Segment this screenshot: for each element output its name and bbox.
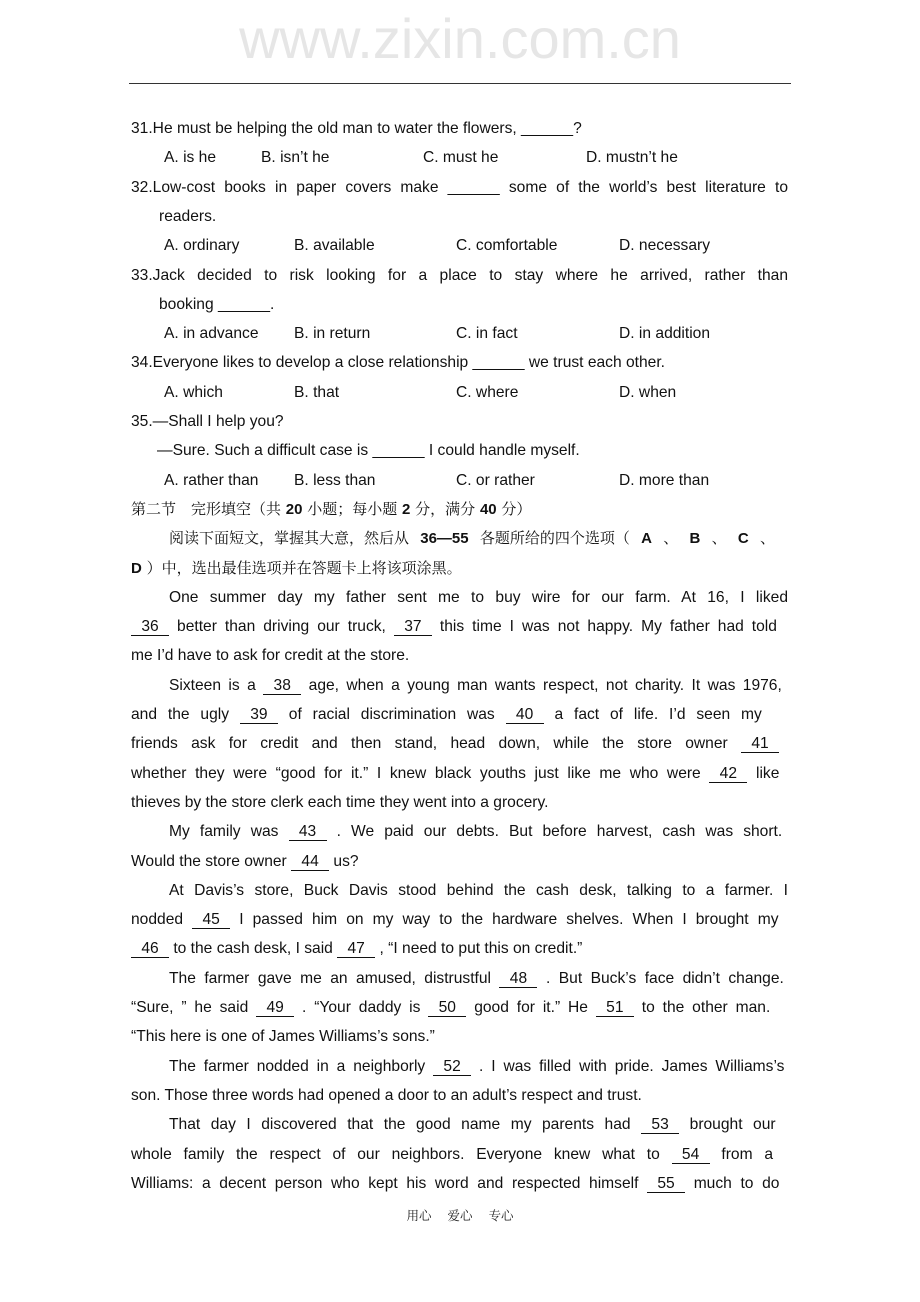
text-segment: whole family the respect of our neighbors. Everyone knew what to bbox=[131, 1145, 672, 1163]
blank-42: 42 bbox=[709, 765, 747, 783]
text-segment: 小题；每小题 bbox=[307, 499, 403, 518]
text-segment: much to do bbox=[693, 1174, 780, 1192]
header-rule bbox=[129, 83, 791, 84]
blank-50: 50 bbox=[428, 999, 466, 1017]
text-segment: 分，满分 bbox=[415, 499, 480, 518]
text-segment: 33.Jack decided to risk looking for a place to stay where he arrived, rather than bbox=[131, 266, 788, 284]
option-d: D. necessary bbox=[619, 237, 710, 255]
bold-text: B bbox=[689, 530, 701, 548]
text-line bbox=[169, 583, 789, 612]
option-b: B. isn’t he bbox=[261, 149, 330, 167]
text-segment: good for it.” He bbox=[474, 999, 596, 1016]
text-segment: 分） bbox=[501, 499, 532, 518]
blank-39: 39 bbox=[240, 706, 278, 724]
text-segment: readers. bbox=[159, 207, 217, 225]
text-segment: . We paid our debts. But before harvest, cash was short. bbox=[336, 823, 783, 841]
answer-options bbox=[0, 466, 920, 495]
line-text bbox=[131, 706, 762, 723]
text-line bbox=[159, 202, 789, 231]
line-text bbox=[131, 1028, 435, 1045]
text-segment: us? bbox=[333, 852, 359, 870]
text-line bbox=[159, 290, 789, 319]
text-line bbox=[131, 554, 789, 583]
blank-46: 46 bbox=[131, 940, 169, 958]
text-segment: . But Buck’s face didn’t change. bbox=[545, 969, 784, 987]
text-segment: this time I was not happy. My father had told bbox=[439, 618, 777, 636]
blank-38: 38 bbox=[263, 677, 301, 695]
line-text bbox=[131, 413, 284, 430]
blank-54: 54 bbox=[672, 1146, 710, 1164]
option-c: C. or rather bbox=[456, 471, 535, 489]
text-line bbox=[131, 847, 789, 876]
text-line bbox=[131, 759, 789, 788]
text-line bbox=[169, 876, 789, 905]
option-a: A. rather than bbox=[164, 471, 259, 489]
option-a: A. which bbox=[164, 383, 223, 401]
text-line bbox=[131, 114, 789, 143]
text-segment: thieves by the store clerk each time they went into a grocery. bbox=[131, 793, 549, 811]
blank-55: 55 bbox=[647, 1175, 685, 1193]
text-segment: , “I need to put this on credit.” bbox=[379, 940, 583, 958]
text-line bbox=[131, 1081, 789, 1110]
text-segment: age, when a young man wants respect, not charity. It was 1976, bbox=[308, 676, 782, 694]
option-d: D. when bbox=[619, 383, 677, 401]
text-line bbox=[131, 1169, 789, 1198]
text-segment: booking ______. bbox=[159, 295, 275, 313]
option-c: C. must he bbox=[423, 149, 499, 167]
line-text bbox=[131, 1175, 779, 1192]
blank-36: 36 bbox=[131, 618, 169, 636]
blank-41: 41 bbox=[741, 735, 779, 753]
text-line bbox=[131, 261, 789, 290]
line-text bbox=[131, 1087, 642, 1104]
line-text bbox=[131, 267, 788, 284]
text-line bbox=[131, 993, 789, 1022]
option-d: D. in addition bbox=[619, 325, 711, 343]
answer-options bbox=[0, 378, 920, 407]
text-segment: “This here is one of James Williams’s sons.” bbox=[131, 1028, 435, 1046]
text-line bbox=[131, 700, 789, 729]
line-text bbox=[131, 794, 548, 811]
line-text bbox=[157, 442, 580, 459]
text-segment: to the other man. bbox=[641, 999, 771, 1016]
line-text bbox=[131, 618, 777, 635]
option-b: B. that bbox=[294, 383, 340, 401]
text-line bbox=[131, 1022, 789, 1051]
line-text bbox=[131, 354, 665, 371]
bold-text: 36—55 bbox=[420, 530, 469, 548]
text-segment: me I’d have to ask for credit at the store. bbox=[131, 647, 410, 665]
text-segment: and the ugly bbox=[131, 706, 240, 723]
text-segment: At Davis’s store, Buck Davis stood behind the cash desk, talking to a farmer. I bbox=[169, 881, 788, 899]
text-segment: I passed him on my way to the hardware shelves. When I brought my bbox=[239, 911, 779, 929]
bold-text: 40 bbox=[479, 500, 497, 518]
text-segment: Sixteen is a bbox=[169, 676, 264, 694]
line-text bbox=[169, 529, 775, 547]
line-text bbox=[169, 677, 782, 694]
bold-text: 2 bbox=[402, 500, 411, 518]
line-text bbox=[131, 647, 409, 664]
watermark: www.zixin.com.cn bbox=[239, 7, 681, 70]
line-text bbox=[131, 940, 582, 957]
text-line bbox=[131, 348, 789, 377]
option-b: B. in return bbox=[294, 325, 371, 343]
text-line bbox=[157, 436, 789, 465]
text-segment: to the cash desk, I said bbox=[173, 940, 338, 958]
text-line bbox=[169, 964, 789, 993]
text-segment: ）中，选出最佳选项并在答题卡上将该项涂黑。 bbox=[146, 558, 462, 577]
text-line bbox=[169, 524, 789, 553]
text-segment: whether they were “good for it.” I knew black youths just like me who were bbox=[131, 764, 710, 782]
text-segment: The farmer gave me an amused, distrustful bbox=[169, 969, 500, 987]
text-line bbox=[169, 1110, 789, 1139]
text-segment: . “Your daddy is bbox=[302, 999, 429, 1016]
blank-40: 40 bbox=[506, 706, 544, 724]
text-segment: of racial discrimination was bbox=[288, 706, 506, 723]
text-segment: 34.Everyone likes to develop a close relationship ______ we trust each other. bbox=[131, 354, 665, 372]
bold-text: C bbox=[737, 530, 749, 548]
line-text bbox=[131, 120, 582, 137]
text-segment: 、 bbox=[759, 529, 775, 548]
text-segment: 、 bbox=[663, 529, 679, 548]
text-segment: —Sure. Such a difficult case is ______ I could handle myself. bbox=[157, 442, 580, 460]
blank-37: 37 bbox=[394, 618, 432, 636]
page-footer: 用心 爱心 专心 bbox=[406, 1208, 514, 1223]
text-line bbox=[169, 817, 789, 846]
line-text bbox=[131, 559, 462, 577]
text-segment: One summer day my father sent me to buy wire for our farm. At 16, I liked bbox=[169, 588, 788, 606]
blank-49: 49 bbox=[256, 999, 294, 1017]
text-line bbox=[169, 671, 789, 700]
text-segment: 35.—Shall I help you? bbox=[131, 413, 284, 430]
line-text bbox=[169, 1116, 776, 1133]
line-text bbox=[131, 500, 531, 518]
text-segment: 、 bbox=[711, 529, 727, 548]
answer-options bbox=[0, 143, 920, 172]
text-segment: brought our bbox=[689, 1116, 776, 1134]
text-segment: 阅读下面短文，掌握其大意，然后从 bbox=[169, 529, 421, 548]
line-text bbox=[131, 765, 779, 782]
blank-45: 45 bbox=[192, 911, 230, 929]
option-d: D. more than bbox=[619, 471, 710, 489]
line-text bbox=[159, 208, 216, 225]
option-d: D. mustn’t he bbox=[586, 149, 678, 167]
option-b: B. less than bbox=[294, 471, 376, 489]
text-segment: . I was filled with pride. James Williams’s bbox=[479, 1057, 785, 1075]
text-line bbox=[169, 1052, 789, 1081]
text-segment: 32.Low-cost books in paper covers make ______ some of the world’s best literature to bbox=[131, 178, 788, 196]
option-a: A. ordinary bbox=[164, 237, 240, 255]
text-line bbox=[131, 407, 789, 436]
option-a: A. in advance bbox=[164, 325, 259, 343]
text-segment: 第二节 完形填空（共 bbox=[131, 499, 286, 518]
option-a: A. is he bbox=[164, 149, 217, 167]
text-line bbox=[131, 495, 789, 524]
bold-text: A bbox=[641, 530, 652, 548]
text-line bbox=[131, 1140, 789, 1169]
line-text bbox=[169, 882, 788, 899]
option-c: C. comfortable bbox=[456, 237, 558, 255]
answer-options bbox=[0, 231, 920, 260]
text-segment: son. Those three words had opened a door to an adult’s respect and trust. bbox=[131, 1086, 642, 1104]
line-text bbox=[169, 589, 788, 606]
text-segment: 各题所给的四个选项（ bbox=[479, 529, 630, 548]
text-line bbox=[131, 788, 789, 817]
blank-48: 48 bbox=[499, 970, 537, 988]
line-text bbox=[169, 1058, 784, 1075]
option-b: B. available bbox=[294, 237, 375, 255]
text-line bbox=[131, 729, 789, 758]
line-text bbox=[131, 911, 779, 928]
blank-52: 52 bbox=[433, 1058, 471, 1076]
line-text bbox=[169, 823, 782, 840]
option-c: C. in fact bbox=[456, 325, 518, 343]
line-text bbox=[131, 735, 779, 752]
text-segment: 31.He must be helping the old man to water the flowers, ______? bbox=[131, 120, 582, 137]
text-segment: from a bbox=[721, 1145, 774, 1163]
text-segment: Would the store owner bbox=[131, 852, 292, 870]
line-text bbox=[131, 1146, 773, 1163]
line-text bbox=[169, 970, 784, 987]
line-text bbox=[131, 999, 770, 1016]
text-segment: better than driving our truck, bbox=[177, 618, 394, 636]
text-line bbox=[131, 905, 789, 934]
text-line bbox=[131, 612, 789, 641]
blank-51: 51 bbox=[596, 999, 634, 1017]
text-segment: like bbox=[756, 764, 780, 782]
text-segment: My family was bbox=[169, 823, 289, 841]
line-text bbox=[131, 853, 359, 870]
option-c: C. where bbox=[456, 383, 519, 401]
blank-44: 44 bbox=[291, 853, 329, 871]
line-text bbox=[131, 179, 788, 196]
text-segment: friends ask for credit and then stand, head down, while the store owner bbox=[131, 735, 742, 753]
answer-options bbox=[0, 319, 920, 348]
bold-text: 20 bbox=[285, 500, 303, 518]
bold-text: D bbox=[131, 559, 142, 577]
text-segment: nodded bbox=[131, 911, 193, 929]
text-line bbox=[131, 641, 789, 670]
blank-43: 43 bbox=[289, 823, 327, 841]
text-segment: The farmer nodded in a neighborly bbox=[169, 1057, 434, 1075]
text-line bbox=[131, 173, 789, 202]
text-line bbox=[131, 934, 789, 963]
blank-47: 47 bbox=[337, 940, 375, 958]
text-segment: “Sure, ” he said bbox=[131, 999, 257, 1016]
blank-53: 53 bbox=[641, 1116, 679, 1134]
text-segment: a fact of life. I’d seen my bbox=[554, 706, 762, 723]
text-segment: Williams: a decent person who kept his word and respected himself bbox=[131, 1174, 648, 1192]
text-segment: That day I discovered that the good name my parents had bbox=[169, 1116, 642, 1134]
line-text bbox=[159, 296, 274, 313]
